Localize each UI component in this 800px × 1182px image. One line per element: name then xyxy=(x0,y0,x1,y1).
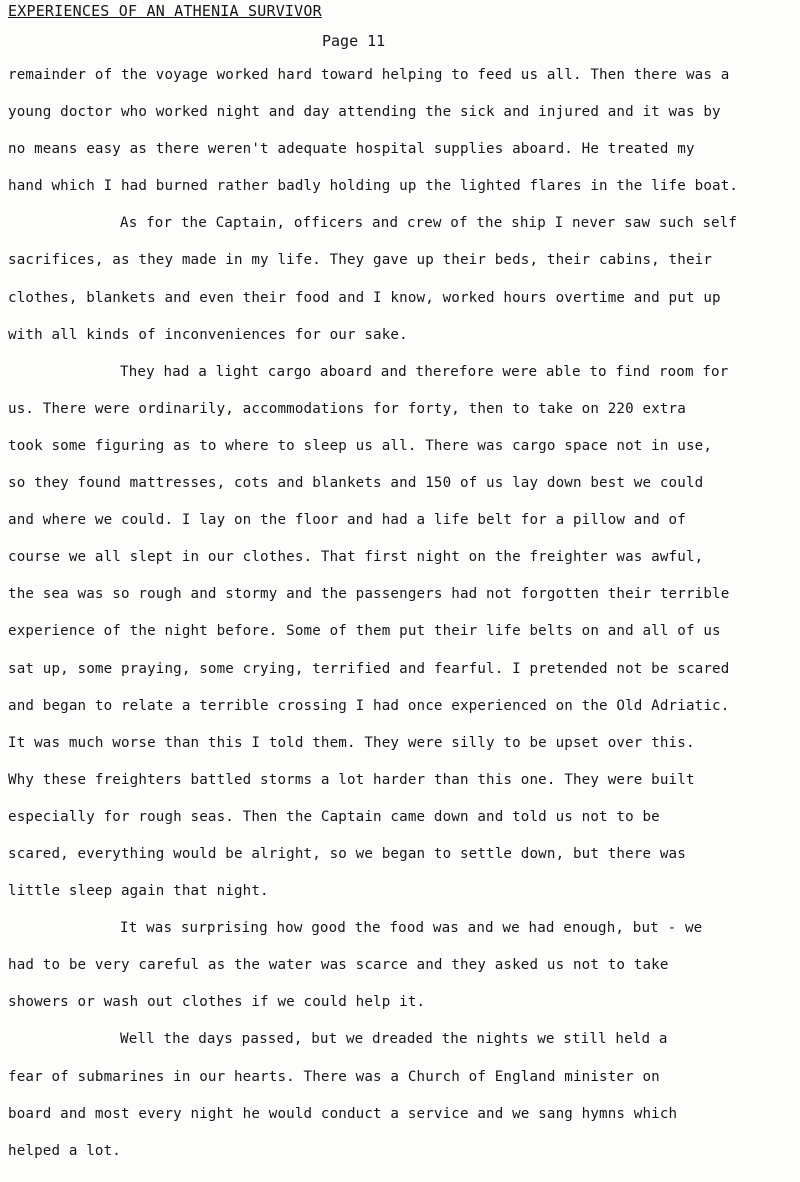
text-line: course we all slept in our clothes. That first night on the freighter was awful, xyxy=(8,549,704,566)
text-line: clothes, blankets and even their food and I know, worked hours overtime and put up xyxy=(8,289,721,306)
text-line: had to be very careful as the water was scarce and they asked us not to take xyxy=(8,957,669,974)
text-line: especially for rough seas. Then the Captain came down and told us not to be xyxy=(8,808,660,825)
text-line: board and most every night he would conduct a service and we sang hymns which xyxy=(8,1105,678,1122)
text-line: the sea was so rough and stormy and the passengers had not forgotten their terrible xyxy=(8,586,730,603)
text-line: us. There were ordinarily, accommodations for forty, then to take on 220 extra xyxy=(8,400,686,417)
text-line: It was surprising how good the food was and we had enough, but - we xyxy=(120,920,703,937)
text-line: helped a lot. xyxy=(8,1142,121,1159)
text-line: sacrifices, as they made in my life. They gave up their beds, their cabins, their xyxy=(8,252,713,269)
body-text xyxy=(8,64,794,1170)
text-line: and began to relate a terrible crossing I had once experienced on the Old Adriatic. xyxy=(8,697,730,714)
text-line: fear of submarines in our hearts. There was a Church of England minister on xyxy=(8,1068,660,1085)
text-line: They had a light cargo aboard and therefore were able to find room for xyxy=(120,363,729,380)
text-line: showers or wash out clothes if we could help it. xyxy=(8,994,426,1011)
text-line: Why these freighters battled storms a lot harder than this one. They were built xyxy=(8,771,695,788)
text-line: no means easy as there weren't adequate hospital supplies aboard. He treated my xyxy=(8,141,695,158)
text-line: little sleep again that night. xyxy=(8,883,269,900)
text-line: Well the days passed, but we dreaded the nights we still held a xyxy=(120,1031,668,1048)
text-line: remainder of the voyage worked hard toward helping to feed us all. Then there was a xyxy=(8,67,730,83)
page-number: Page 11 xyxy=(322,32,386,50)
text-line: took some figuring as to where to sleep us all. There was cargo space not in use, xyxy=(8,437,713,454)
text-line: young doctor who worked night and day attending the sick and injured and it was by xyxy=(8,104,721,121)
text-line: scared, everything would be alright, so we began to settle down, but there was xyxy=(8,845,686,862)
text-line: It was much worse than this I told them. They were silly to be upset over this. xyxy=(8,734,695,751)
text-line: so they found mattresses, cots and blankets and 150 of us lay down best we could xyxy=(8,475,704,492)
text-line: with all kinds of inconveniences for our sake. xyxy=(8,326,408,343)
text-line: sat up, some praying, some crying, terrified and fearful. I pretended not be scared xyxy=(8,660,730,677)
text-line: As for the Captain, officers and crew of the ship I never saw such self xyxy=(120,215,738,232)
document-title: EXPERIENCES OF AN ATHENIA SURVIVOR xyxy=(8,2,322,20)
text-line: experience of the night before. Some of them put their life belts on and all of us xyxy=(8,623,721,640)
text-line: and where we could. I lay on the floor and had a life belt for a pillow and of xyxy=(8,512,686,529)
text-line: hand which I had burned rather badly holding up the lighted flares in the life boat. xyxy=(8,178,739,195)
